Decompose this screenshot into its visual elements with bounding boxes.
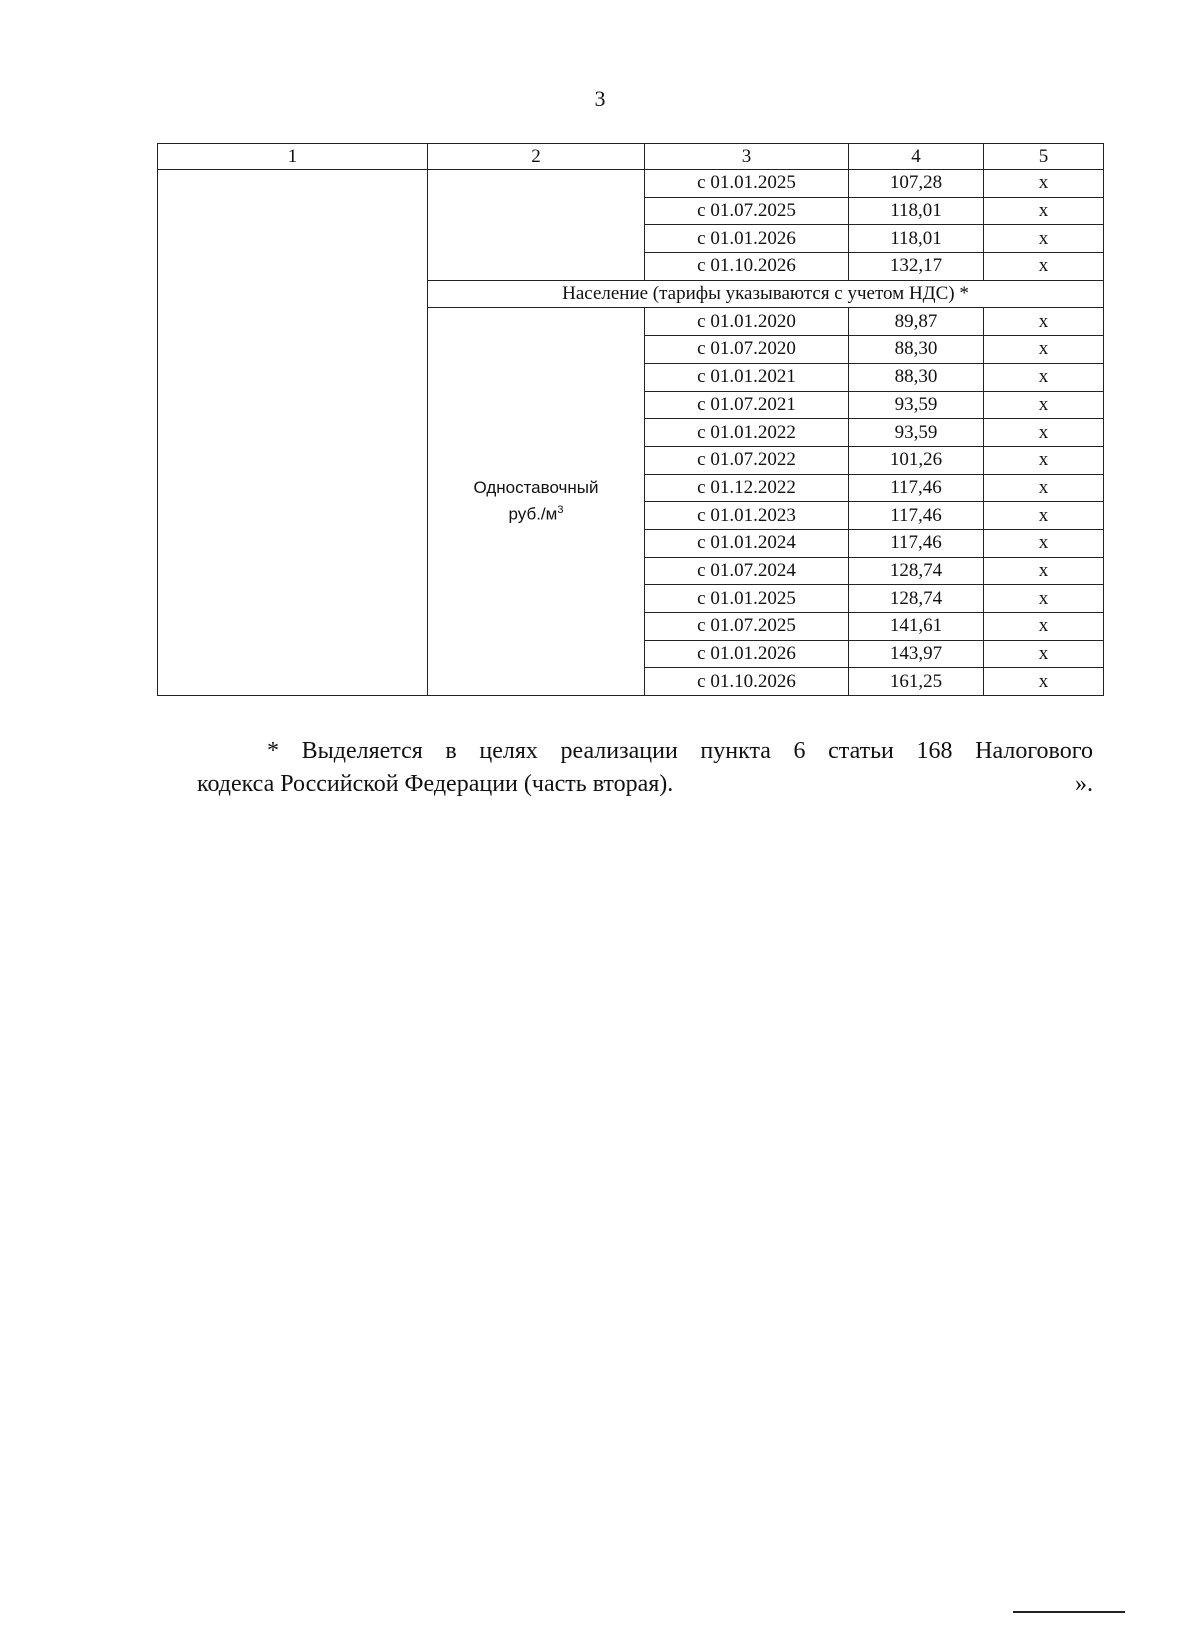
footnote-word: реализации [560,738,678,764]
mark-cell: x [984,529,1104,557]
period-cell: с 01.01.2024 [645,529,849,557]
footnote-word: * [267,738,279,764]
footnote-word: в [445,738,457,764]
section-title: Население (тарифы указываются с учетом НДС) * [428,280,1104,308]
column-number-1: 1 [158,144,428,170]
tariff-value-cell: 117,46 [849,502,984,530]
tariff-value-cell: 128,74 [849,585,984,613]
footnote-word: статьи [828,738,894,764]
period-cell: с 01.01.2020 [645,308,849,336]
rate-type-cell [428,308,645,696]
mark-cell: x [984,668,1104,696]
tariff-value-cell: 143,97 [849,640,984,668]
mark-cell: x [984,446,1104,474]
mark-cell: x [984,391,1104,419]
tariff-value-cell: 88,30 [849,363,984,391]
tariff-value-cell: 93,59 [849,391,984,419]
tariff-value-cell: 117,46 [849,529,984,557]
rate-unit [432,499,640,526]
footnote-word: 168 [916,738,953,764]
period-cell: с 01.12.2022 [645,474,849,502]
rate-unit-text: руб./м [508,505,558,525]
tariff-value-cell: 132,17 [849,253,984,281]
mark-cell: x [984,585,1104,613]
column-number-2: 2 [428,144,645,170]
period-cell: с 01.01.2026 [645,225,849,253]
table-row [158,170,1104,198]
tariff-value-cell: 161,25 [849,668,984,696]
mark-cell: x [984,613,1104,641]
tariff-value-cell: 93,59 [849,419,984,447]
tariff-value-cell: 128,74 [849,557,984,585]
group-cell [158,170,428,696]
rate-type-label: Одноставочный [473,478,599,498]
tariff-table [157,143,1104,696]
signature-line [1013,1611,1125,1613]
tariff-value-cell: 101,26 [849,446,984,474]
footnote-text: кодекса Российской Федерации (часть вторая). [197,771,674,797]
tariff-value-cell: 107,28 [849,170,984,198]
mark-cell: x [984,474,1104,502]
footnote-word: целях [479,738,538,764]
period-cell: с 01.10.2026 [645,668,849,696]
footnote-line-1 [197,735,1093,768]
mark-cell: x [984,640,1104,668]
tariff-value-cell: 118,01 [849,225,984,253]
mark-cell: x [984,170,1104,198]
tariff-value-cell: 141,61 [849,613,984,641]
page-number: 3 [594,86,606,111]
mark-cell: x [984,363,1104,391]
tariff-value-cell: 89,87 [849,308,984,336]
mark-cell: x [984,419,1104,447]
mark-cell: x [984,197,1104,225]
period-cell: с 01.07.2025 [645,613,849,641]
mark-cell: x [984,502,1104,530]
rate-unit-exponent: 3 [557,504,564,517]
tariff-value-cell: 88,30 [849,336,984,364]
mark-cell: x [984,253,1104,281]
closing-quote: ». [1075,771,1093,797]
tariff-value-cell: 117,46 [849,474,984,502]
period-cell: с 01.10.2026 [645,253,849,281]
footnote-word: пункта [700,738,771,764]
period-cell: с 01.01.2022 [645,419,849,447]
period-cell: с 01.01.2025 [645,585,849,613]
period-cell: с 01.01.2025 [645,170,849,198]
column-number-4: 4 [849,144,984,170]
period-cell: с 01.01.2021 [645,363,849,391]
period-cell: с 01.01.2026 [645,640,849,668]
rate-cell-upper [428,170,645,281]
mark-cell: x [984,225,1104,253]
footnote-word: Налогового [975,738,1093,764]
period-cell: с 01.07.2021 [645,391,849,419]
mark-cell: x [984,336,1104,364]
tariff-value-cell: 118,01 [849,197,984,225]
footnote-word: 6 [793,738,806,764]
period-cell: с 01.07.2022 [645,446,849,474]
footnote [197,735,1093,801]
period-cell: с 01.01.2023 [645,502,849,530]
mark-cell: x [984,557,1104,585]
period-cell: с 01.07.2025 [645,197,849,225]
period-cell: с 01.07.2020 [645,336,849,364]
column-number-3: 3 [645,144,849,170]
footnote-line-2 [197,768,1093,801]
period-cell: с 01.07.2024 [645,557,849,585]
table-header-row [158,144,1104,170]
footnote-word: Выделяется [301,738,423,764]
column-number-5: 5 [984,144,1104,170]
mark-cell: x [984,308,1104,336]
